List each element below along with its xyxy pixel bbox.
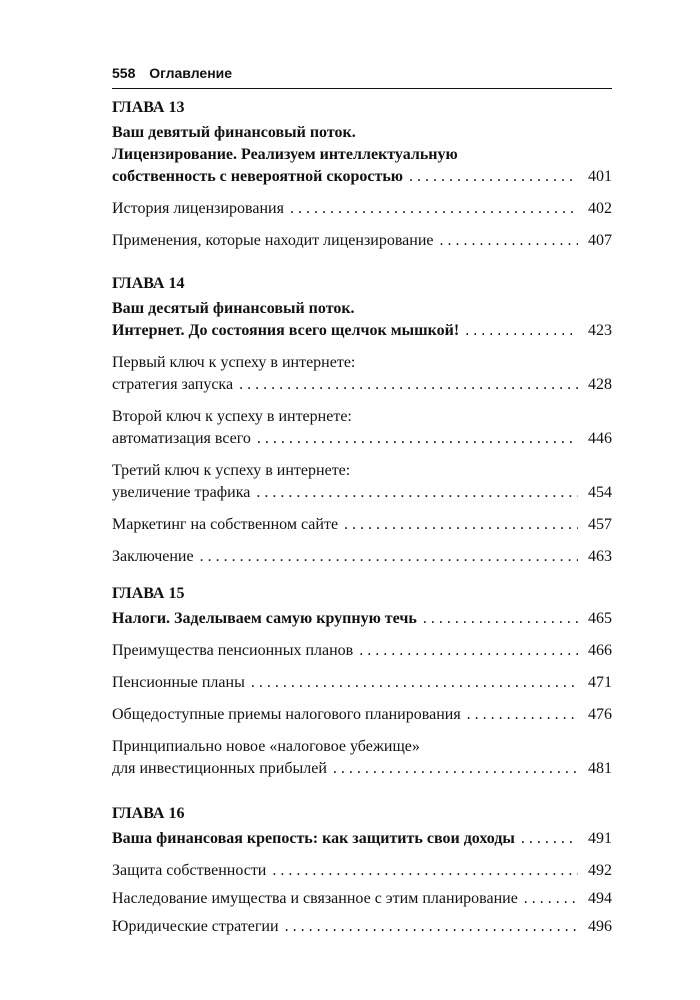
page-ref: 496 xyxy=(588,918,612,935)
chapter-14 xyxy=(112,274,612,568)
dot-leader xyxy=(359,640,578,662)
chapter-label: ГЛАВА 15 xyxy=(112,585,185,602)
chapter-15 xyxy=(112,584,612,780)
entry-line: Маркетинг на собственном сайте xyxy=(112,516,339,533)
entry-line: для инвестиционных прибылей xyxy=(112,760,327,777)
dot-leader xyxy=(200,546,578,568)
entry-line: Ваш десятый финансовый поток. xyxy=(112,300,355,317)
toc-entry[interactable] xyxy=(112,460,612,504)
dot-leader xyxy=(344,514,578,536)
entry-line: увеличение трафика xyxy=(112,484,251,501)
entry-line: Третий ключ к успеху в интернете: xyxy=(112,462,351,479)
toc-entry[interactable] xyxy=(112,546,612,568)
dot-leader xyxy=(524,888,578,910)
chapter-title-entry[interactable] xyxy=(112,122,612,188)
page-ref: 466 xyxy=(588,642,612,659)
page-ref: 463 xyxy=(588,548,612,565)
dot-leader xyxy=(465,320,578,342)
entry-line: Общедоступные приемы налогового планирования xyxy=(112,706,461,723)
chapter-label: ГЛАВА 13 xyxy=(112,99,185,116)
toc-entry[interactable] xyxy=(112,860,612,882)
toc-entry[interactable] xyxy=(112,916,612,938)
dot-leader xyxy=(333,758,578,780)
dot-leader xyxy=(290,198,578,220)
dot-leader xyxy=(257,428,578,450)
toc-entry[interactable] xyxy=(112,736,612,780)
entry-line: Преимущества пенсионных планов xyxy=(112,642,354,659)
dot-leader xyxy=(285,916,578,938)
chapter-title-entry[interactable] xyxy=(112,608,612,630)
dot-leader xyxy=(467,704,578,726)
toc-entry[interactable] xyxy=(112,514,612,536)
toc-entry[interactable] xyxy=(112,406,612,450)
page-ref: 465 xyxy=(588,610,612,627)
dot-leader xyxy=(521,828,578,850)
entry-line: собственность с невероятной скоростью xyxy=(112,168,404,185)
toc-entry[interactable] xyxy=(112,198,612,220)
entry-line: Принципиально новое «налоговое убежище» xyxy=(112,738,420,755)
page-number: 558 xyxy=(112,65,136,81)
entry-line: Наследование имущества и связанное с этим планирование xyxy=(112,890,518,907)
toc-entry[interactable] xyxy=(112,230,612,252)
toc-entry[interactable] xyxy=(112,640,612,662)
page-ref: 446 xyxy=(588,430,612,447)
dot-leader xyxy=(256,482,578,504)
chapter-title-entry[interactable] xyxy=(112,298,612,342)
entry-line: Ваш девятый финансовый поток. xyxy=(112,124,356,141)
page-ref: 491 xyxy=(588,830,612,847)
page-ref: 401 xyxy=(588,168,612,185)
entry-line: Пенсионные планы xyxy=(112,674,245,691)
entry-line: автоматизация всего xyxy=(112,430,251,447)
page-ref: 454 xyxy=(588,484,612,501)
page-ref: 481 xyxy=(588,760,612,777)
page-ref: 457 xyxy=(588,516,612,533)
chapter-label: ГЛАВА 16 xyxy=(112,805,185,822)
entry-line: Второй ключ к успеху в интернете: xyxy=(112,408,352,425)
entry-line: Заключение xyxy=(112,548,194,565)
dot-leader xyxy=(239,374,578,396)
entry-line: Лицензирование. Реализуем интеллектуальную xyxy=(112,146,458,163)
toc-entry[interactable] xyxy=(112,672,612,694)
entry-line: Первый ключ к успеху в интернете: xyxy=(112,354,356,371)
chapter-16 xyxy=(112,804,612,938)
dot-leader xyxy=(423,608,578,630)
dot-leader xyxy=(440,230,579,252)
page-ref: 492 xyxy=(588,862,612,879)
page-ref: 428 xyxy=(588,376,612,393)
chapter-13 xyxy=(112,98,612,252)
entry-line: стратегия запуска xyxy=(112,376,234,393)
dot-leader xyxy=(251,672,578,694)
entry-line: Защита собственности xyxy=(112,862,267,879)
page-ref: 402 xyxy=(588,200,612,217)
page-ref: 407 xyxy=(588,232,612,249)
dot-leader xyxy=(409,166,578,188)
entry-line: История лицензирования xyxy=(112,200,284,217)
toc-entry[interactable] xyxy=(112,704,612,726)
page-ref: 423 xyxy=(588,322,612,339)
entry-line: Налоги. Заделываем самую крупную течь xyxy=(112,610,417,627)
entry-line: Ваша финансовая крепость: как защитить свои доходы xyxy=(112,830,515,847)
entry-line: Интернет. До состояния всего щелчок мышкой! xyxy=(112,322,460,339)
dot-leader xyxy=(272,860,578,882)
page-ref: 471 xyxy=(588,674,612,691)
toc-entry[interactable] xyxy=(112,352,612,396)
toc-entry[interactable] xyxy=(112,888,612,910)
page-ref: 476 xyxy=(588,706,612,723)
running-head xyxy=(112,62,612,89)
entry-line: Юридические стратегии xyxy=(112,918,279,935)
chapter-title-entry[interactable] xyxy=(112,828,612,850)
chapter-label: ГЛАВА 14 xyxy=(112,275,185,292)
page-title: Оглавление xyxy=(149,65,233,81)
page-ref: 494 xyxy=(588,890,612,907)
entry-line: Применения, которые находит лицензирование xyxy=(112,232,434,249)
